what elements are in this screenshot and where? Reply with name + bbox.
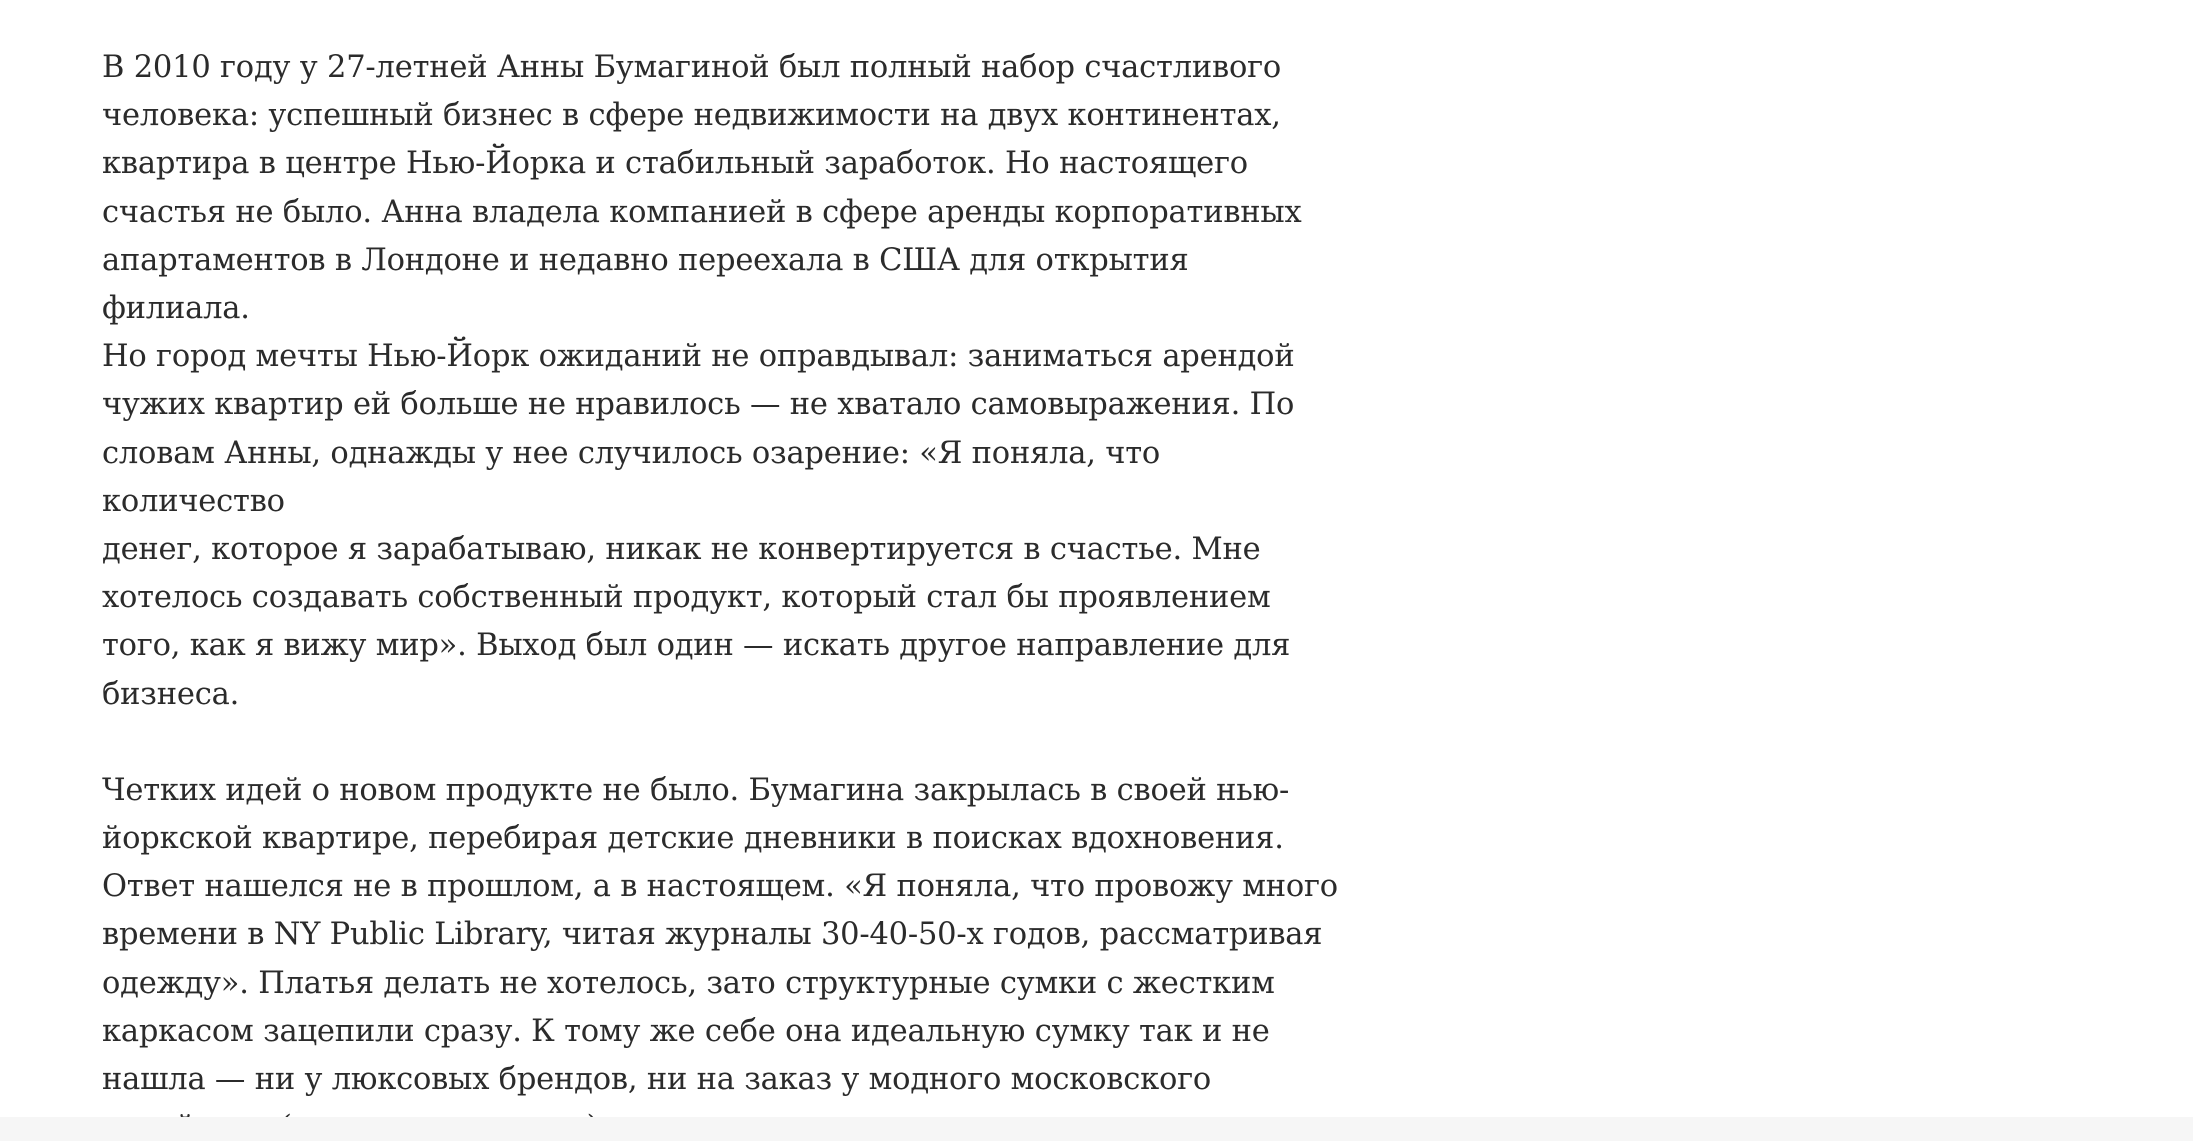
paragraph-1: В 2010 году у 27-летней Анны Бумагиной был полный набор счастливого человека: успешный бизнес в сфере недвижимости на двух континентах, квартира в центре Нью-Йорка и стабильный заработок. Но настоящего счастья не было. Анна владела компанией в сфере аренды корпоративных апартаментов в Лондоне и недавно переехала в США для открытия филиала. Но город мечты Нью-Йорк ожиданий не оправдывал: заниматься арендой чужих квартир ей больше не нравилось — не хватало самовыражения. По словам Анны, однажды у нее случилось озарение: «Я поняла, что количество денег, которое я зарабатываю, никак не конвертируется в счастье. Мне хотелось создавать собственный продукт, который стал бы проявлением того, как я вижу мир». Выход был один — искать другое направление для бизнеса. [102,50,1302,712]
bottom-divider [0,1117,2193,1141]
article-body [102,44,1342,1141]
paragraph-2: Четких идей о новом продукте не было. Бумагина закрылась в своей нью- йоркской квартире, перебирая детские дневники в поисках вдохновения. Ответ нашелся не в прошлом, а в настоящем. «Я поняла, что провожу много времени в NY Public Library, читая журналы 30-40-50-х годов, рассматривая одежду». Платья делать не хотелось, зато структурные сумки с жестким каркасом зацепили сразу. К тому же себе она идеальную сумку так и не нашла — ни у люксовых брендов, ни на заказ у модного московского [102,772,1338,1098]
